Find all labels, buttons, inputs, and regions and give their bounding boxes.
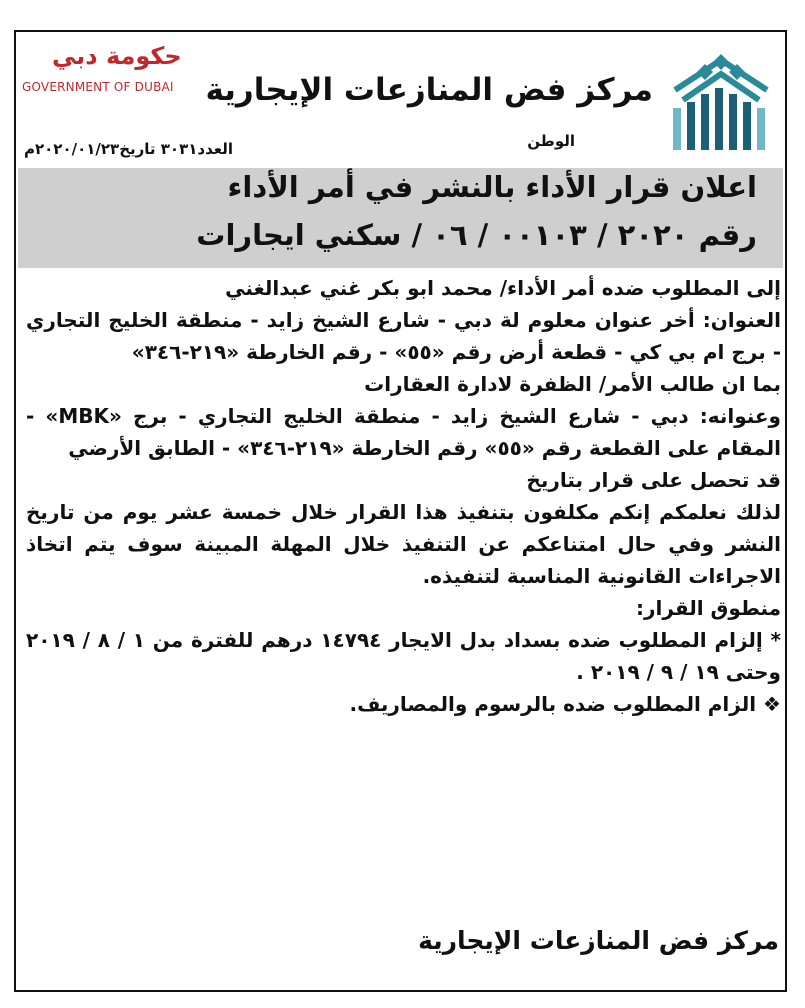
ruling-heading: منطوق القرار:	[636, 596, 781, 620]
compliance-notice: لذلك نعلمكم إنكم مكلفون بتنفيذ هذا القرار خلال خمسة عشر يوم من تاريخ النشر وفي حال امتناعكم عن التنفيذ خلال المهلة المبينة سوف يتم اتخاذ الاجراءات القانونية المناسبة لتنفيذه.	[26, 500, 781, 588]
claimant-address: وعنوانه: دبي - شارع الشيخ زايد - منطقة الخليج التجاري - برج «MBK» - المقام على القطعة رقم «٥٥» رقم الخارطة «٢١٩-٣٤٦» - الطابق الأرضي	[26, 404, 781, 460]
rdc-emblem-icon	[665, 50, 777, 154]
respondent-address: العنوان: أخر عنوان معلوم لة دبي - شارع الشيخ زايد - منطقة الخليج التجاري - برج ام بي كي - قطعة أرض رقم «٥٥» - رقم الخارطة «٢١٩-٣٤٦»	[26, 308, 781, 364]
claimant-line: بما ان طالب الأمر/ الظفرة لادارة العقارات	[364, 372, 781, 396]
respondent-line: إلى المطلوب ضده أمر الأداء/ محمد ابو بكر غني عبدالغني	[225, 276, 781, 300]
page-title: مركز فض المنازعات الإيجارية	[205, 72, 653, 108]
banner-title: اعلان قرار الأداء بالنشر في أمر الأداء	[227, 170, 757, 204]
notice-banner	[18, 168, 783, 268]
case-number: رقم ٢٠٢٠ / ٠٠١٠٣ / ٠٦ / سكني ايجارات	[196, 218, 757, 252]
decision-date-line: قد تحصل على قرار بتاريخ	[526, 468, 781, 492]
government-of-dubai-logo	[22, 40, 182, 136]
ruling-item-rent: * إلزام المطلوب ضده بسداد بدل الايجار ١٤٧٩٤ درهم للفترة من ١ / ٨ / ٢٠١٩ وحتى ١٩ / ٩ / ٢٠١٩ .	[26, 628, 782, 684]
newspaper-name: الوطن	[527, 132, 575, 150]
gov-logo-english: GOVERNMENT OF DUBAI	[22, 80, 174, 94]
issue-line: العدد٣٠٣١ تاريخ٢٠٢٠/٠١/٢٣م	[24, 140, 234, 158]
footer-signature: مركز فض المنازعات الإيجارية	[418, 926, 779, 955]
notice-body	[26, 272, 781, 720]
notice-header	[16, 32, 785, 168]
ruling-item-fees: ❖ الزام المطلوب ضده بالرسوم والمصاريف.	[349, 692, 781, 716]
gov-logo-arabic: حكومة دبي	[52, 42, 182, 70]
